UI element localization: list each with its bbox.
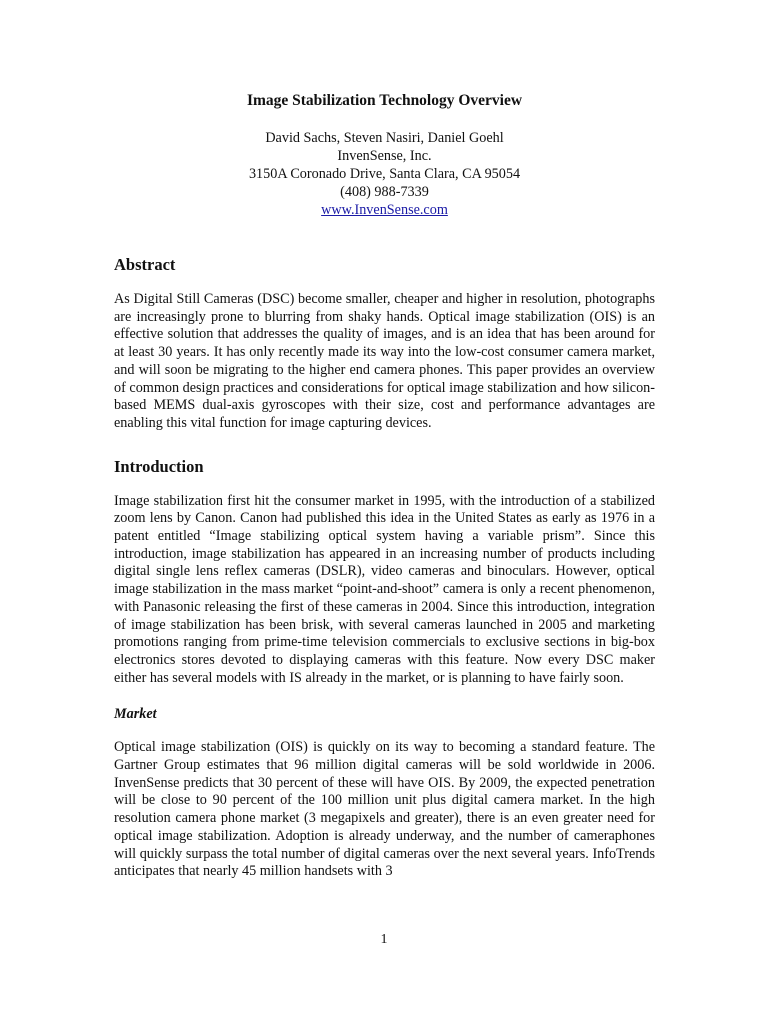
website-link[interactable]: www.InvenSense.com (321, 202, 448, 218)
page-content (114, 91, 655, 881)
abstract-heading: Abstract (114, 255, 176, 274)
introduction-paragraph: Image stabilization first hit the consumer market in 1995, with the introduction of a stabilized zoom lens by Canon. Canon had published this idea in the United States as early as 1976 in a patent entitled “Image stabilizing optical system having a variable prism”. Since this introduction, image stabilization has appeared in an increasing number of products including digital single lens reflex cameras (DSLR), video cameras and binoculars. However, optical image stabilization in the mass market “point-and-shoot” camera is only a recent phenomenon, with Panasonic releasing the first of these cameras in 2004. Since this introduction, integration of image stabilization has been brisk, with several cameras launched in 2005 and marketing promotions ranging from prime-time television commercials to exclusive sections in big-box electronics stores devoted to displaying cameras with this feature. Now every DSC maker either has several models with IS already in the market, or is planning to have fairly soon. (114, 492, 655, 686)
company-address: 3150A Coronado Drive, Santa Clara, CA 95054 (248, 166, 521, 182)
author-names: David Sachs, Steven Nasiri, Daniel Goehl (265, 130, 504, 146)
market-subheading: Market (114, 706, 157, 723)
author-block (114, 129, 655, 219)
paper-title: Image Stabilization Technology Overview (246, 92, 523, 109)
abstract-paragraph: As Digital Still Cameras (DSC) become smaller, cheaper and higher in resolution, photographs are increasingly prone to blurring from shaky hands. Optical image stabilization (OIS) is an effective solution that addresses the quality of images, and is an idea that has been around for at least 30 years. It has only recently made its way into the low-cost consumer camera market, and will soon be migrating to the higher end camera phones. This paper provides an overview of common design practices and considerations for optical image stabilization and how silicon-based MEMS dual-axis gyroscopes with their size, cost and performance advantages are enabling this vital function for image capturing devices. (114, 291, 655, 431)
page-number: 1 (380, 932, 388, 947)
phone-number: (408) 988-7339 (340, 184, 429, 200)
company-name: InvenSense, Inc. (337, 148, 432, 164)
market-paragraph: Optical image stabilization (OIS) is quickly on its way to becoming a standard feature. The Gartner Group estimates that 96 million digital cameras will be sold worldwide in 2006. InvenSense predicts that 30 percent of these will have OIS. By 2009, the expected penetration will be close to 90 percent of the 100 million unit plus digital camera market. In the high resolution camera phone market (3 megapixels and greater), there is an even greater need for optical image stabilization. Adoption is already underway, and the number of cameraphones will quickly surpass the total number of digital cameras over the next several years. InfoTrends anticipates that nearly 45 million handsets with 3 (114, 739, 655, 880)
introduction-heading: Introduction (114, 456, 204, 476)
